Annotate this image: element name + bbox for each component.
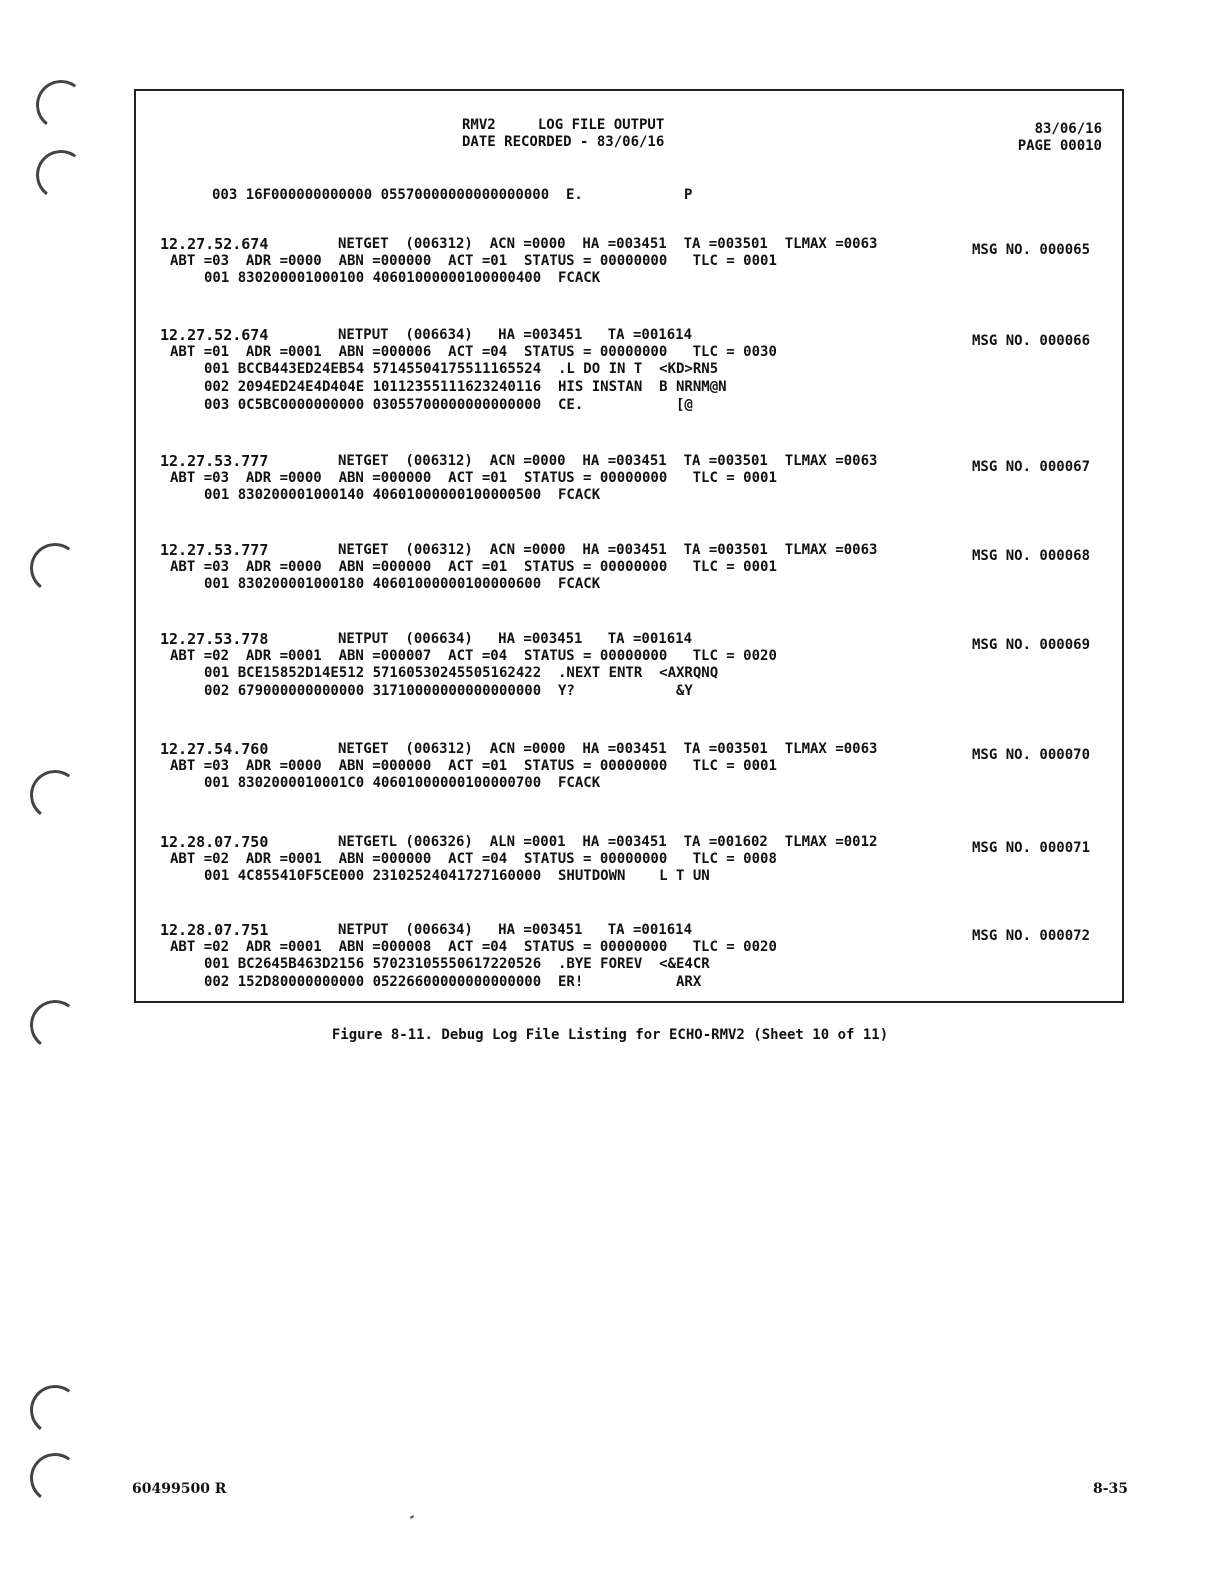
binder-hole-3 (27, 540, 83, 596)
entry-status-line: ABT =03 ADR =0000 ABN =000000 ACT =01 STATUS = 00000000 TLC = 0001 (170, 559, 777, 575)
entry-command: NETGET (006312) ACN =0000 HA =003451 TA =003501 TLMAX =0063 (338, 236, 878, 252)
entry-msg-number: MSG NO. 000069 (972, 637, 1091, 653)
figure-caption: Figure 8-11. Debug Log File Listing for ECHO-RMV2 (Sheet 10 of 11) (331, 1027, 889, 1043)
entry-data-line: 001 8302000010001C0 40601000000100000700 FCACK (204, 775, 601, 791)
header-title-line2: DATE RECORDED - 83/06/16 (462, 134, 665, 150)
entry-msg-number: MSG NO. 000068 (972, 548, 1091, 564)
continuation-line: 003 16F000000000000 05570000000000000000 E. P (212, 187, 693, 203)
entry-data-line: 001 830200001000100 40601000000100000400 FCACK (204, 270, 601, 286)
entry-data-line: 001 4C855410F5CE000 23102524041727160000 SHUTDOWN L T UN (204, 868, 710, 884)
header-title (462, 117, 664, 151)
entry-status-line: ABT =02 ADR =0001 ABN =000008 ACT =04 STATUS = 00000000 TLC = 0020 (170, 939, 777, 955)
entry-command: NETGET (006312) ACN =0000 HA =003451 TA =003501 TLMAX =0063 (338, 453, 878, 469)
entry-msg-number: MSG NO. 000065 (972, 242, 1091, 258)
entry-data-line: 002 679000000000000 31710000000000000000 Y? &Y (204, 683, 693, 699)
entry-data-line: 001 BCCB443ED24EB54 57145504175511165524 .L DO IN T <KD>RN5 (204, 361, 719, 377)
entry-timestamp: 12.28.07.751 (160, 921, 269, 939)
entry-msg-number: MSG NO. 000071 (972, 840, 1091, 856)
entry-status-line: ABT =02 ADR =0001 ABN =000000 ACT =04 STATUS = 00000000 TLC = 0008 (170, 851, 777, 867)
entry-status-line: ABT =03 ADR =0000 ABN =000000 ACT =01 STATUS = 00000000 TLC = 0001 (170, 470, 777, 486)
entry-command: NETPUT (006634) HA =003451 TA =001614 (338, 631, 693, 647)
header-title-line1: RMV2 LOG FILE OUTPUT (462, 117, 665, 133)
entry-command: NETPUT (006634) HA =003451 TA =001614 (338, 922, 693, 938)
entry-msg-number: MSG NO. 000067 (972, 459, 1091, 475)
entry-status-line: ABT =01 ADR =0001 ABN =000006 ACT =04 STATUS = 00000000 TLC = 0030 (170, 344, 777, 360)
entry-command: NETGETL (006326) ALN =0001 HA =003451 TA =001602 TLMAX =0012 (338, 834, 878, 850)
entry-timestamp: 12.27.53.778 (160, 630, 269, 648)
binder-hole-4 (27, 767, 83, 823)
entry-msg-number: MSG NO. 000070 (972, 747, 1091, 763)
entry-data-line: 002 152D80000000000 05226600000000000000 ER! ARX (204, 974, 702, 990)
entry-timestamp: 12.27.53.777 (160, 452, 269, 470)
entry-status-line: ABT =03 ADR =0000 ABN =000000 ACT =01 STATUS = 00000000 TLC = 0001 (170, 253, 777, 269)
entry-msg-number: MSG NO. 000066 (972, 333, 1091, 349)
listing-frame (134, 89, 1124, 1003)
doc-number: 60499500 R (132, 1481, 227, 1497)
binder-hole-2 (33, 147, 89, 203)
binder-hole-6 (27, 1382, 83, 1438)
entry-timestamp: 12.27.54.760 (160, 740, 269, 758)
entry-command: NETPUT (006634) HA =003451 TA =001614 (338, 327, 693, 343)
entry-data-line: 001 BC2645B463D2156 57023105550617220526 .BYE FOREV <&E4CR (204, 956, 710, 972)
entry-timestamp: 12.27.53.777 (160, 541, 269, 559)
entry-status-line: ABT =03 ADR =0000 ABN =000000 ACT =01 STATUS = 00000000 TLC = 0001 (170, 758, 777, 774)
entry-timestamp: 12.27.52.674 (160, 326, 269, 344)
stray-mark (410, 1515, 414, 1519)
entry-command: NETGET (006312) ACN =0000 HA =003451 TA =003501 TLMAX =0063 (338, 741, 878, 757)
entry-msg-number: MSG NO. 000072 (972, 928, 1091, 944)
header-page: PAGE 00010 (1017, 138, 1102, 154)
entry-data-line: 003 0C5BC0000000000 03055700000000000000 CE. [@ (204, 397, 693, 413)
entry-data-line: 001 830200001000140 40601000000100000500 FCACK (204, 487, 601, 503)
entry-timestamp: 12.28.07.750 (160, 833, 269, 851)
entry-status-line: ABT =02 ADR =0001 ABN =000007 ACT =04 STATUS = 00000000 TLC = 0020 (170, 648, 777, 664)
header-date-page (1018, 121, 1102, 155)
page-number: 8-35 (1093, 1481, 1129, 1497)
entry-timestamp: 12.27.52.674 (160, 235, 269, 253)
entry-data-line: 002 2094ED24E4D404E 10112355111623240116 HIS INSTAN B NRNM@N (204, 379, 727, 395)
binder-hole-7 (27, 1450, 83, 1506)
entry-command: NETGET (006312) ACN =0000 HA =003451 TA =003501 TLMAX =0063 (338, 542, 878, 558)
entry-data-line: 001 BCE15852D14E512 57160530245505162422 .NEXT ENTR <AXRQNQ (204, 665, 719, 681)
header-date: 83/06/16 (1034, 121, 1102, 137)
binder-hole-5 (27, 997, 83, 1053)
binder-hole-1 (33, 77, 89, 133)
entry-data-line: 001 830200001000180 40601000000100000600 FCACK (204, 576, 601, 592)
